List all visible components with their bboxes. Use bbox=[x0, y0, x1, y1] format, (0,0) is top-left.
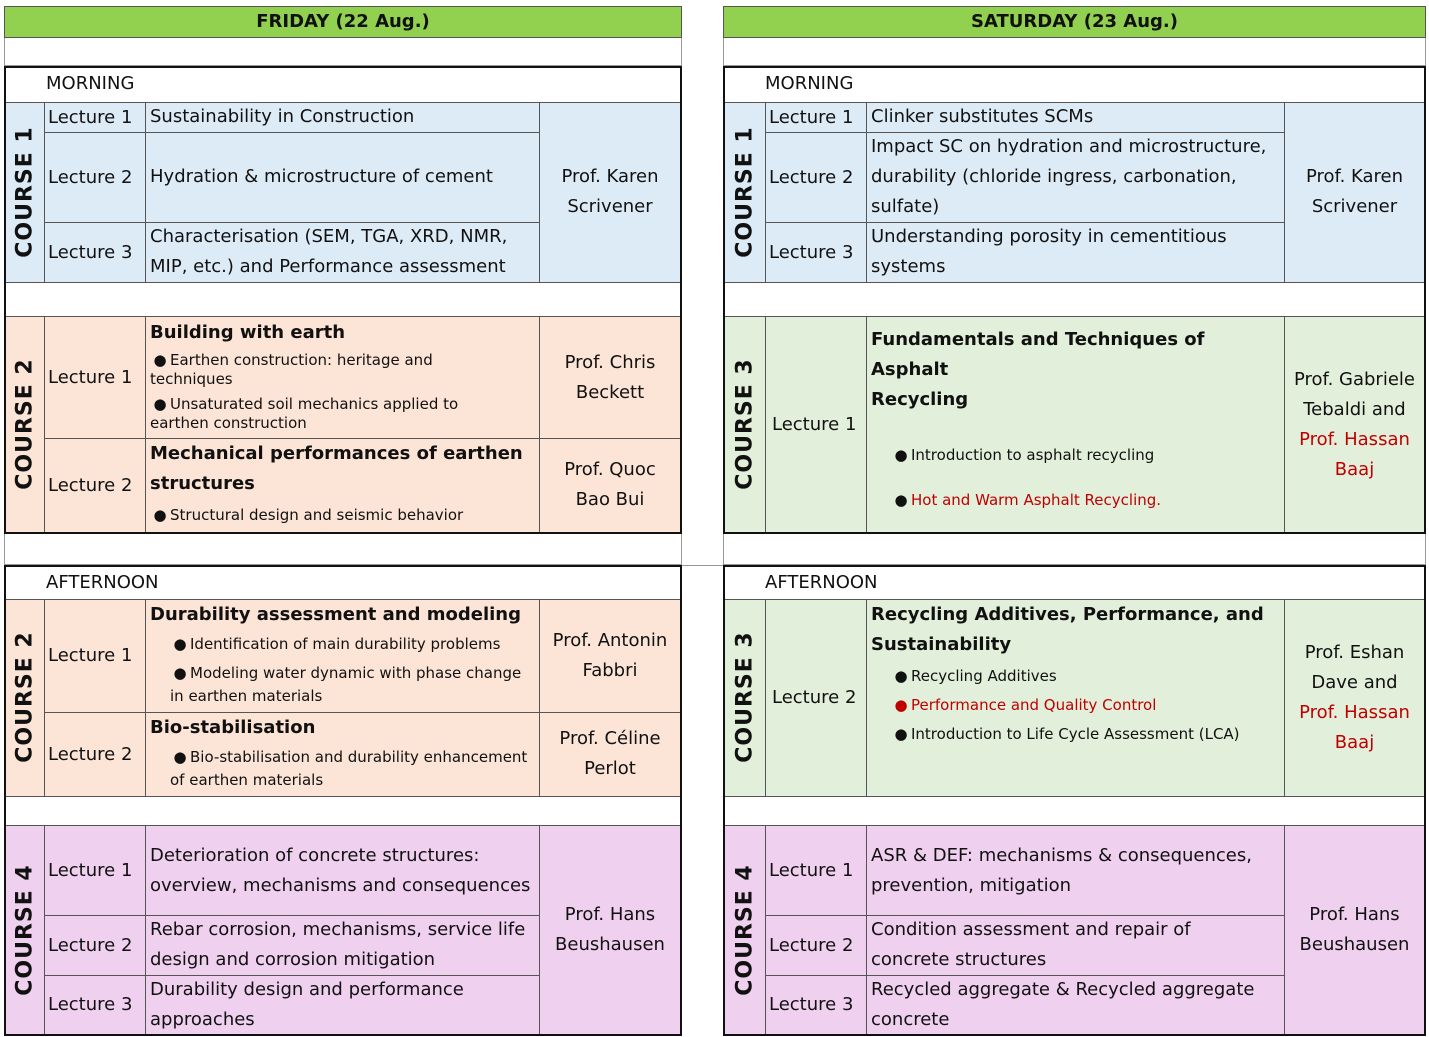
prof-name: Prof. Karen bbox=[561, 166, 659, 187]
topic-title: Sustainability bbox=[871, 634, 1012, 655]
saturday-c4-topic1 bbox=[867, 826, 1284, 915]
bullet-cont: of earthen materials bbox=[170, 771, 324, 789]
bullet-item: ● Modeling water dynamic with phase change bbox=[173, 664, 522, 682]
saturday-c3a-topic bbox=[867, 600, 1284, 796]
friday-c2m-topic1 bbox=[146, 318, 539, 438]
prof-name: Perlot bbox=[584, 758, 636, 779]
prof-name: Prof. Chris bbox=[564, 351, 656, 373]
friday-c4-topic2 bbox=[146, 915, 539, 975]
friday-course2-morning-label: COURSE 2 bbox=[12, 358, 38, 490]
prof-name: Baaj bbox=[1334, 458, 1375, 480]
topic-text: systems bbox=[871, 256, 946, 277]
bullet-text: Recycling Additives bbox=[911, 667, 1057, 685]
friday-morning-section bbox=[4, 66, 682, 534]
friday-c4-topic3 bbox=[146, 975, 539, 1034]
topic-text: Rebar corrosion, mechanisms, service life bbox=[150, 919, 526, 940]
saturday-c1-lecture2: Lecture 2 bbox=[769, 166, 854, 188]
friday-c2a-lecture2: Lecture 2 bbox=[48, 743, 133, 765]
bullet-text: Identification of main durability problems bbox=[190, 635, 501, 653]
prof-name: Prof. Karen bbox=[1305, 166, 1404, 187]
saturday-c1-lecture3: Lecture 3 bbox=[769, 241, 854, 263]
prof-name: Prof. Hans bbox=[564, 904, 656, 925]
prof-name: Prof. Céline bbox=[559, 728, 661, 749]
friday-c4-lecture2: Lecture 2 bbox=[48, 934, 133, 956]
friday-morning-label: MORNING bbox=[6, 68, 680, 102]
bullet-text: Introduction to Life Cycle Assessment (LCA) bbox=[911, 725, 1240, 743]
saturday-morning-section bbox=[723, 66, 1426, 534]
friday-c2m-professor1 bbox=[540, 317, 680, 438]
bullet-cont: earthen construction bbox=[150, 414, 307, 432]
bullet-text: Structural design and seismic behavior bbox=[170, 506, 464, 524]
saturday-c4-topic2 bbox=[867, 915, 1284, 975]
topic-text: Understanding porosity in cementitious bbox=[871, 226, 1227, 247]
bullet-item: ● Introduction to Life Cycle Assessment (LCA) bbox=[894, 725, 1240, 743]
friday-course4-label: COURSE 4 bbox=[12, 864, 38, 996]
topic-title: Mechanical performances of earthen bbox=[150, 443, 523, 464]
topic-text: Recycled aggregate & Recycled aggregate bbox=[871, 978, 1255, 1000]
saturday-course1-label: COURSE 1 bbox=[732, 126, 758, 258]
friday-c1-topic3 bbox=[146, 222, 539, 282]
saturday-header: SATURDAY (23 Aug.) bbox=[723, 6, 1426, 38]
friday-c4-topic1 bbox=[146, 826, 539, 915]
topic-title: Recycling Additives, Performance, and bbox=[871, 604, 1264, 625]
topic-text: Hydration & microstructure of cement bbox=[150, 166, 493, 187]
prof-name: Bao Bui bbox=[575, 489, 645, 510]
topic-text: design and corrosion mitigation bbox=[150, 949, 436, 970]
saturday-c1-topic1 bbox=[867, 102, 1284, 132]
bullet-item: ● Introduction to asphalt recycling bbox=[894, 446, 1155, 464]
topic-text: Characterisation (SEM, TGA, XRD, NMR, bbox=[150, 226, 508, 247]
friday-c4-lecture1: Lecture 1 bbox=[48, 860, 133, 881]
saturday-spacer bbox=[723, 38, 1426, 66]
friday-c2a-professor1 bbox=[540, 599, 680, 712]
bullet-text: Introduction to asphalt recycling bbox=[911, 446, 1155, 464]
topic-text: concrete structures bbox=[871, 949, 1047, 970]
topic-text: overview, mechanisms and consequences bbox=[150, 874, 531, 896]
saturday-c1-lecture1: Lecture 1 bbox=[769, 106, 854, 128]
friday-c1-lecture2: Lecture 2 bbox=[48, 166, 133, 188]
friday-spacer bbox=[4, 38, 682, 66]
bullet-text: Hot and Warm Asphalt Recycling. bbox=[911, 491, 1162, 509]
saturday-c3m-topic bbox=[867, 325, 1284, 532]
friday-c2a-professor2 bbox=[540, 712, 680, 796]
prof-name: Beckett bbox=[575, 381, 645, 403]
friday-header: FRIDAY (22 Aug.) bbox=[4, 6, 682, 38]
saturday-c4-lecture2: Lecture 2 bbox=[769, 934, 854, 956]
saturday-afternoon-section bbox=[723, 565, 1426, 1036]
topic-text: Deterioration of concrete structures: bbox=[150, 844, 480, 866]
topic-text: concrete bbox=[871, 1008, 950, 1030]
prof-name: Scrivener bbox=[1311, 196, 1398, 217]
friday-c2a-lecture1: Lecture 1 bbox=[48, 645, 133, 666]
saturday-c3m-professor bbox=[1285, 317, 1424, 532]
bullet-item: ● Unsaturated soil mechanics applied to bbox=[153, 395, 459, 413]
saturday-c1-professor bbox=[1285, 102, 1424, 282]
bullet-item: ● Earthen construction: heritage and bbox=[153, 351, 433, 369]
saturday-c4-topic3 bbox=[867, 975, 1284, 1034]
prof-name: Fabbri bbox=[582, 659, 638, 681]
topic-title: Building with earth bbox=[150, 322, 346, 343]
topic-title: Bio-stabilisation bbox=[150, 717, 316, 738]
topic-title: Fundamentals and Techniques of Asphalt bbox=[871, 329, 1205, 380]
topic-title: Durability assessment and modeling bbox=[150, 604, 522, 625]
saturday-c4-lecture1: Lecture 1 bbox=[769, 860, 854, 881]
topic-text: prevention, mitigation bbox=[871, 874, 1072, 896]
saturday-midgap bbox=[723, 534, 1426, 565]
saturday-c1-topic3 bbox=[867, 222, 1284, 282]
saturday-c3a-lecture2: Lecture 2 bbox=[772, 687, 857, 708]
saturday-c3a-professor bbox=[1285, 599, 1424, 796]
friday-c4-lecture3: Lecture 3 bbox=[48, 994, 133, 1015]
topic-text: Sustainability in Construction bbox=[150, 106, 415, 127]
bullet-item: ● Bio-stabilisation and durability enhancement bbox=[173, 748, 528, 766]
prof-name: Prof. Gabriele bbox=[1294, 368, 1415, 390]
friday-afternoon-label: AFTERNOON bbox=[6, 567, 680, 599]
friday-c2m-lecture1: Lecture 1 bbox=[48, 367, 133, 388]
saturday-course4-label: COURSE 4 bbox=[732, 864, 758, 996]
bullet-item: ● Recycling Additives bbox=[894, 667, 1057, 685]
prof-name: Beushausen bbox=[555, 934, 665, 955]
friday-c1-topic2 bbox=[146, 132, 539, 222]
friday-c2m-professor2 bbox=[540, 438, 680, 532]
topic-title: structures bbox=[150, 473, 255, 494]
saturday-c4-professor bbox=[1285, 826, 1424, 1034]
prof-name: Prof. Eshan bbox=[1304, 641, 1405, 663]
bullet-item: ● Structural design and seismic behavior bbox=[153, 506, 464, 524]
saturday-course3-morning-label: COURSE 3 bbox=[732, 358, 758, 490]
saturday-morning-label: MORNING bbox=[725, 68, 1424, 102]
bullet-text: Earthen construction: heritage and bbox=[170, 351, 433, 369]
friday-c4-professor bbox=[540, 826, 680, 1034]
friday-c1-lecture1: Lecture 1 bbox=[48, 106, 133, 128]
prof-name: Prof. Hassan bbox=[1299, 701, 1410, 723]
saturday-c4-lecture3: Lecture 3 bbox=[769, 994, 854, 1015]
friday-c2a-topic1 bbox=[146, 600, 539, 712]
bullet-item: ● Identification of main durability problems bbox=[173, 635, 501, 653]
prof-name: Prof. Hassan bbox=[1299, 428, 1410, 450]
prof-name: Prof. Hans bbox=[1309, 904, 1400, 925]
prof-name: Scrivener bbox=[567, 196, 653, 217]
friday-c1-professor bbox=[540, 102, 680, 282]
bullet-cont: in earthen materials bbox=[170, 687, 323, 705]
prof-name: Dave and bbox=[1311, 671, 1398, 693]
prof-name: Tebaldi and bbox=[1303, 398, 1406, 420]
friday-c2m-lecture2: Lecture 2 bbox=[48, 474, 133, 496]
friday-c2m-topic2 bbox=[146, 439, 539, 532]
topic-text: Impact SC on hydration and microstructure, bbox=[871, 136, 1267, 157]
day-divider bbox=[682, 565, 723, 566]
topic-text: MIP, etc.) and Performance assessment bbox=[150, 256, 506, 277]
bullet-text: Modeling water dynamic with phase change bbox=[190, 664, 522, 682]
friday-c1-topic1 bbox=[146, 102, 539, 132]
prof-name: Beushausen bbox=[1299, 934, 1410, 955]
saturday-afternoon-label: AFTERNOON bbox=[725, 567, 1424, 599]
topic-text: approaches bbox=[150, 1008, 255, 1030]
saturday-c1-topic2 bbox=[867, 132, 1284, 222]
friday-c1-lecture3: Lecture 3 bbox=[48, 241, 133, 263]
friday-midgap bbox=[4, 534, 682, 565]
topic-text: durability (chloride ingress, carbonation, bbox=[871, 166, 1237, 187]
friday-c2a-topic2 bbox=[146, 713, 539, 796]
bullet-text: Performance and Quality Control bbox=[911, 696, 1157, 714]
friday-course2-afternoon-label: COURSE 2 bbox=[12, 631, 38, 763]
prof-name: Prof. Quoc bbox=[564, 459, 656, 480]
bullet-text: Unsaturated soil mechanics applied to bbox=[170, 395, 459, 413]
bullet-text: Bio-stabilisation and durability enhancement bbox=[190, 748, 528, 766]
bullet-item: ● Hot and Warm Asphalt Recycling. bbox=[894, 491, 1162, 509]
topic-text: Clinker substitutes SCMs bbox=[871, 106, 1094, 127]
topic-title: Recycling bbox=[871, 389, 969, 410]
topic-text: Condition assessment and repair of bbox=[871, 919, 1191, 940]
topic-text: Durability design and performance bbox=[150, 978, 464, 1000]
prof-name: Baaj bbox=[1334, 731, 1375, 753]
topic-text: ASR & DEF: mechanisms & consequences, bbox=[871, 844, 1252, 866]
friday-afternoon-section bbox=[4, 565, 682, 1036]
prof-name: Prof. Antonin bbox=[552, 629, 668, 651]
topic-text: sulfate) bbox=[871, 196, 940, 217]
saturday-c3m-lecture1: Lecture 1 bbox=[772, 414, 857, 435]
saturday-course3-afternoon-label: COURSE 3 bbox=[732, 631, 758, 763]
friday-course1-label: COURSE 1 bbox=[12, 126, 38, 258]
bullet-cont: techniques bbox=[150, 370, 233, 388]
bullet-item: ● Performance and Quality Control bbox=[894, 696, 1157, 714]
